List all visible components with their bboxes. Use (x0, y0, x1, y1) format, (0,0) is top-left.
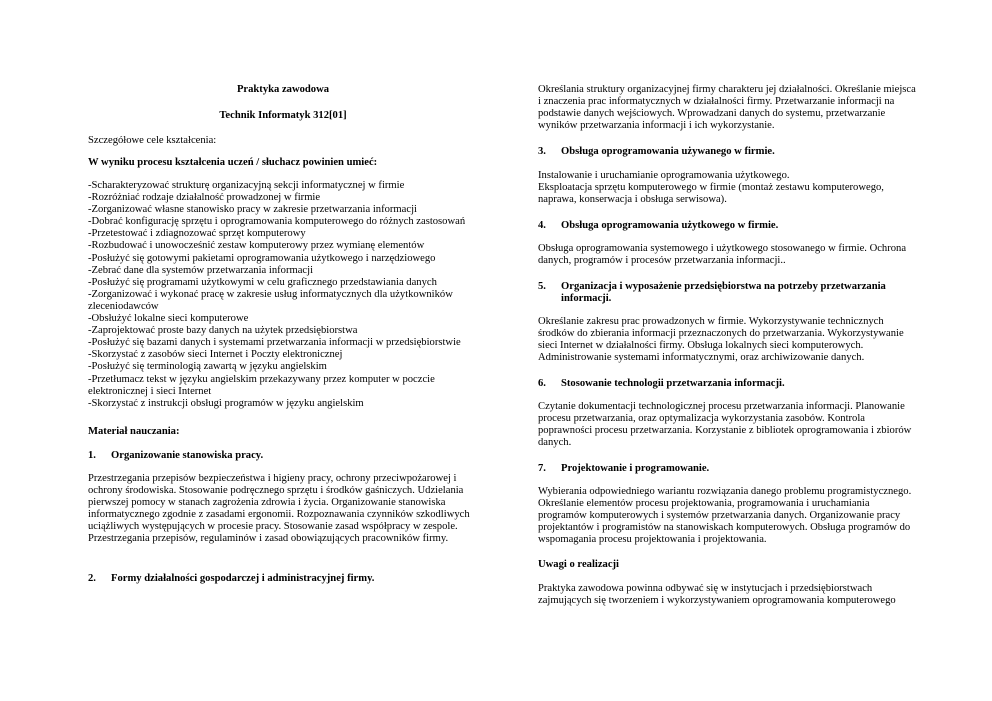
list-item: -Przetłumacz tekst w języku angielskim przekazywany przez komputer w poczcie (88, 373, 435, 385)
section-6-heading (538, 378, 918, 390)
section-7-body: Wybierania odpowiedniego wariantu rozwiązania danego problemu programistycznego. Określanie elementów procesu projektowania, programowania i uruchamiania programów komputerowych i systemów przetwarzania danych. Organizowanie pracy projektantów i programistów na stanowiskach komputerowych. Obsługa programów do wspomagania procesu projektowania i projektowania. (538, 486, 912, 546)
section-1-heading (88, 450, 478, 462)
list-item: elektronicznej i sieci Internet (88, 385, 212, 397)
section-1-body: Przestrzegania przepisów bezpieczeństwa i higieny pracy, ochrony przeciwpożarowej i ochrony środowiska. Stosowanie podręcznego sprzętu i środków gaśniczych. Udzielania pierwszej pomocy w stanach zagrożenia zdrowia i życia. Organizowanie stanowiska informatycznego zgodnie z zasadami ergonomii. Rozpoznawania czynników szkodliwych uciążliwych występujących w procesie pracy. Stosowanie zasad współpracy w zespole. Przestrzegania przepisów, regulaminów i zasad obowiązujących pracowników firmy. (88, 473, 470, 545)
list-item: -Obsłużyć lokalne sieci komputerowe (88, 313, 249, 325)
section-number: 4. (538, 220, 546, 231)
section-number: 6. (538, 378, 546, 389)
list-item: -Posłużyć się programami użytkowymi w celu graficznego przedstawiania danych (88, 276, 437, 288)
section-title: Organizacja i wyposażenie przedsiębiorstwa na potrzeby przetwarzania informacji. (561, 281, 886, 305)
section-3-heading (538, 146, 918, 158)
goals-list (88, 180, 478, 410)
section-title: Stosowanie technologii przetwarzania informacji. (561, 378, 785, 389)
list-item: -Skorzystać z zasobów sieci Internet i Poczty elektronicznej (88, 349, 343, 361)
notes-body: Praktyka zawodowa powinna odbywać się w instytucjach i przedsiębiorstwach zajmujących się tworzeniem i wykorzystywaniem oprogramowania komputerowego (538, 583, 896, 607)
section-6-body: Czytanie dokumentacji technologicznej procesu przetwarzania informacji. Planowanie procesu przetwarzania, oraz optymalizacja wykorzystania zasobów. Kontrola poprawności procesu przetwarzania. Korzystanie z bibliotek oprogramowania i zbiorów danych. (538, 401, 912, 449)
section-3-body-line1: Instalowanie i uruchamianie oprogramowania użytkowego. (538, 170, 790, 181)
list-item: -Dobrać konfigurację sprzętu i oprogramowania komputerowego do różnych zastosowań (88, 216, 466, 228)
section-2-body: Określania struktury organizacyjnej firmy charakteru jej działalności. Określanie miejsca i znaczenia prac informatycznych w działalności firmy. Przetwarzanie informacji na podstawie danych wejściowych. Wprowadzani danych do systemu, przetwarzanie wyników przetwarzania informacji i ich wykorzystanie. (538, 84, 916, 132)
section-title: Organizowanie stanowiska pracy. (111, 450, 264, 461)
section-4-body: Obsługa oprogramowania systemowego i użytkowego stosowanego w firmie. Ochrona danych, programów i procesów przetwarzania informacji.. (538, 243, 907, 267)
section-title: Formy działalności gospodarczej i administracyjnej firmy. (111, 573, 375, 584)
list-item: -Scharakteryzować strukturę organizacyjną sekcji informatycznej w firmie (88, 180, 405, 191)
list-item: -Posłużyć się terminologią zawartą w języku angielskim (88, 361, 327, 373)
section-title: Obsługa oprogramowania użytkowego w firmie. (561, 220, 779, 231)
list-item: -Posłużyć się gotowymi pakietami oprogramowania użytkowego i narzędziowego (88, 252, 436, 264)
list-item: -Zaprojektować proste bazy danych na użytek przedsiębiorstwa (88, 325, 358, 337)
section-number: 2. (88, 573, 96, 584)
list-item: -Zorganizować własne stanowisko pracy w zakresie przetwarzania informacji (88, 204, 417, 216)
list-item: -Rozróżniać rodzaje działalność prowadzonej w firmie (88, 192, 321, 204)
notes-heading: Uwagi o realizacji (538, 559, 619, 570)
list-item: -Rozbudować i unowocześnić zestaw komputerowy przez wymianę elementów (88, 240, 425, 252)
section-title: Obsługa oprogramowania używanego w firmie. (561, 146, 775, 157)
section-title: Projektowanie i programowanie. (561, 463, 710, 474)
section-4-heading (538, 220, 918, 232)
list-item: -Posłużyć się bazami danych i systemami przetwarzania informacji w przedsiębiorstwie (88, 337, 461, 349)
section-5-body: Określanie zakresu prac prowadzonych w firmie. Wykorzystywanie technicznych środków do zbierania informacji przeznaczonych do przetwarzania. Wykorzystywanie sieci Internet w działalności firmy. Obsługa lokalnych sieci komputerowych. Administrowanie systemami informatycznymi, oraz archiwizowanie danych. (538, 316, 904, 364)
section-number: 7. (538, 463, 546, 474)
material-heading: Materiał nauczania: (88, 426, 180, 437)
section-number: 5. (538, 281, 546, 292)
document-subtitle: Technik Informatyk 312[01] (219, 110, 347, 121)
section-3-body: Eksploatacja sprzętu komputerowego w firmie (montaż zestawu komputerowego, naprawa, konserwacja i obsługa serwisowa). (538, 182, 884, 206)
list-item: -Przetestować i zdiagnozować sprzęt komputerowy (88, 228, 306, 240)
section-number: 3. (538, 146, 546, 157)
list-item: -Skorzystać z instrukcji obsługi programów w języku angielskim (88, 397, 364, 409)
section-number: 1. (88, 450, 96, 461)
list-item: -Zorganizować i wykonać pracę w zakresie usług informatycznych dla użytkowników (88, 288, 453, 300)
intro-text: Szczegółowe cele kształcenia: (88, 135, 217, 146)
document-title: Praktyka zawodowa (236, 84, 330, 95)
list-item: -Zebrać dane dla systemów przetwarzania informacji (88, 264, 314, 276)
section-7-heading (538, 463, 918, 475)
goals-heading: W wyniku procesu kształcenia uczeń / słuchacz powinien umieć: (88, 157, 378, 168)
section-2-heading (88, 573, 478, 585)
section-5-heading (538, 281, 918, 305)
list-item: zleceniodawców (88, 300, 159, 312)
